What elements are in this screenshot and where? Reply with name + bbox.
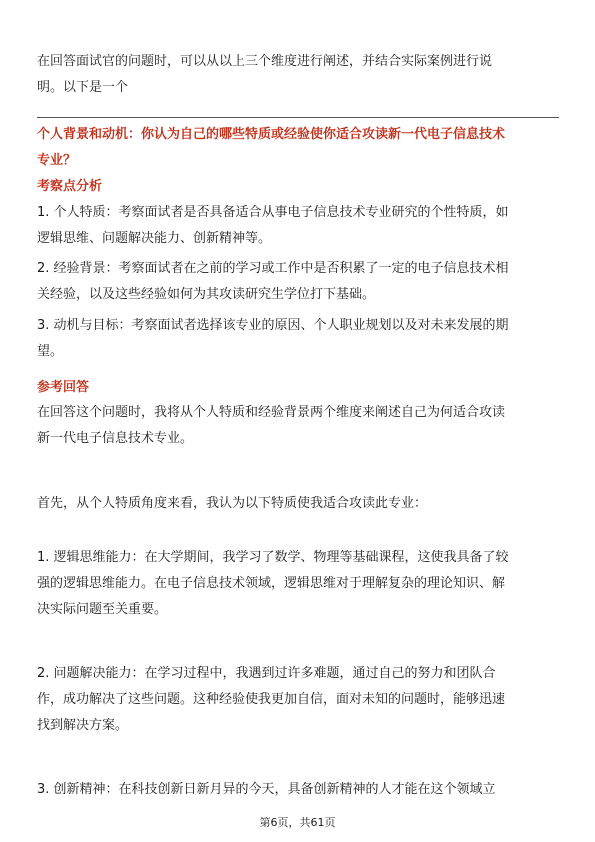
answer-p1-line-2: 新一代电子信息技术专业。 <box>37 431 194 446</box>
intro-line-1: 在回答面试官的问题时，可以从以上三个维度进行阐述，并结合实际案例进行说 <box>37 54 493 69</box>
analysis-item-3 <box>37 313 562 365</box>
intro-line-2: 明。以下是一个 <box>37 80 129 95</box>
answer-paragraph-5 <box>37 777 562 803</box>
answer-p4-line-2: 作，成功解决了这些问题。这种经验使我更加自信，面对未知的问题时，能够迅速 <box>37 692 506 707</box>
page-number: 第6页，共61页 <box>259 816 336 829</box>
analysis-item-1 <box>37 200 562 252</box>
answer-p4-line-1: 2. 问题解决能力：在学习过程中，我遇到过许多难题，通过自己的努力和团队合 <box>37 666 496 681</box>
answer-p3-line-3: 决实际问题至关重要。 <box>37 602 168 617</box>
answer-paragraph-3 <box>37 545 562 623</box>
question-line-2: 专业？ <box>37 153 77 168</box>
analysis-item-1-line-1: 1. 个人特质：考察面试者是否具备适合从事电子信息技术专业研究的个性特质，如 <box>37 205 509 220</box>
answer-p4-line-3: 找到解决方案。 <box>37 718 129 733</box>
question-line-1: 个人背景和动机：你认为自己的哪些特质或经验使你适合攻读新一代电子信息技术 <box>37 127 506 142</box>
answer-title: 参考回答 <box>37 380 90 395</box>
answer-paragraph-1 <box>37 400 562 452</box>
answer-p5-line-1: 3. 创新精神：在科技创新日新月异的今天，具备创新精神的人才能在这个领域立 <box>37 782 496 797</box>
answer-p3-line-1: 1. 逻辑思维能力：在大学期间，我学习了数学、物理等基础课程，这使我具备了较 <box>37 550 509 565</box>
analysis-item-3-line-1: 3. 动机与目标：考察面试者选择该专业的原因、个人职业规划以及对未来发展的期 <box>37 318 509 333</box>
question-heading <box>37 122 562 174</box>
analysis-item-2 <box>37 256 562 308</box>
analysis-item-2-line-1: 2. 经验背景：考察面试者在之前的学习或工作中是否积累了一定的电子信息技术相 <box>37 261 509 276</box>
analysis-item-1-line-2: 逻辑思维、问题解决能力、创新精神等。 <box>37 231 272 246</box>
analysis-item-3-line-2: 望。 <box>37 344 64 359</box>
answer-p1-line-1: 在回答这个问题时，我将从个人特质和经验背景两个维度来阐述自己为何适合攻读 <box>37 405 506 420</box>
analysis-item-2-line-2: 关经验，以及这些经验如何为其攻读研究生学位打下基础。 <box>37 287 376 302</box>
intro-paragraph <box>37 49 562 101</box>
answer-paragraph-2: 首先，从个人特质角度来看，我认为以下特质使我适合攻读此专业： <box>37 496 428 511</box>
section-divider <box>37 117 559 118</box>
analysis-title: 考察点分析 <box>37 179 103 194</box>
answer-paragraph-4 <box>37 661 562 739</box>
answer-p3-line-2: 强的逻辑思维能力。在电子信息技术领域，逻辑思维对于理解复杂的理论知识、解 <box>37 576 506 591</box>
